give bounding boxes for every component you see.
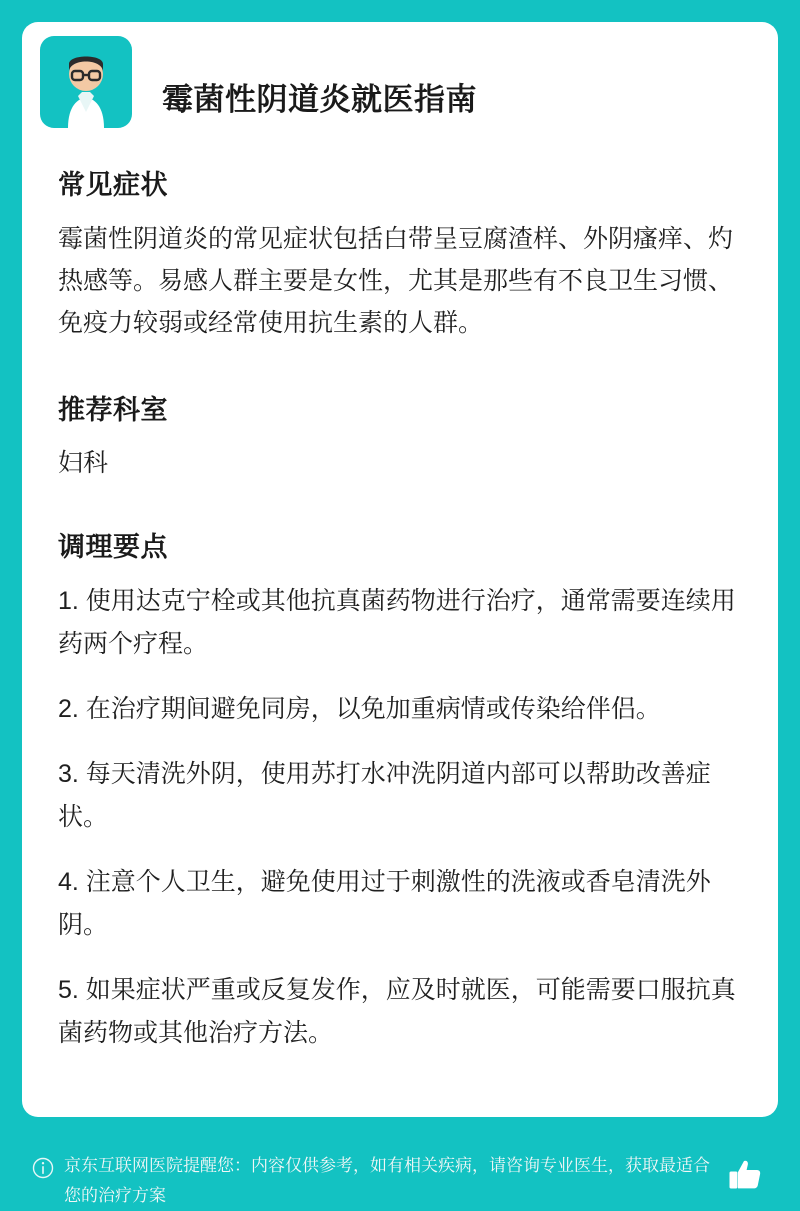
section-heading-care: 调理要点 [58,532,168,562]
section-heading-symptoms: 常见症状 [58,170,168,200]
symptoms-text: 霉菌性阴道炎的常见症状包括白带呈豆腐渣样、外阴瘙痒、灼热感等。易感人群主要是女性，尤其是那些有不良卫生习惯、免疫力较弱或经常使用抗生素的人群。 [58,225,734,337]
care-list [58,580,742,1055]
guide-card [22,22,778,1117]
thumbs-up-icon[interactable] [724,1153,768,1197]
footer-disclaimer-bar [22,1137,778,1211]
list-item: 1. 使用达克宁栓或其他抗真菌药物进行治疗，通常需要连续用药两个疗程。 [58,587,736,658]
department-value: 妇科 [58,449,109,477]
section-heading-department: 推荐科室 [58,395,168,425]
doctor-avatar-icon [38,34,134,130]
info-circle-icon [32,1157,54,1179]
list-item: 3. 每天清洗外阴，使用苏打水冲洗阴道内部可以帮助改善症状。 [58,760,711,831]
page-title: 霉菌性阴道炎就医指南 [162,82,477,117]
list-item: 4. 注意个人卫生，避免使用过于刺激性的洗液或香皂清洗外阴。 [58,868,711,939]
disclaimer-text: 京东互联网医院提醒您：内容仅供参考，如有相关疾病，请咨询专业医生，获取最适合您的治疗方案 [64,1156,710,1205]
list-item: 5. 如果症状严重或反复发作，应及时就医，可能需要口服抗真菌药物或其他治疗方法。 [58,976,736,1047]
list-item: 2. 在治疗期间避免同房，以免加重病情或传染给伴侣。 [58,695,661,723]
